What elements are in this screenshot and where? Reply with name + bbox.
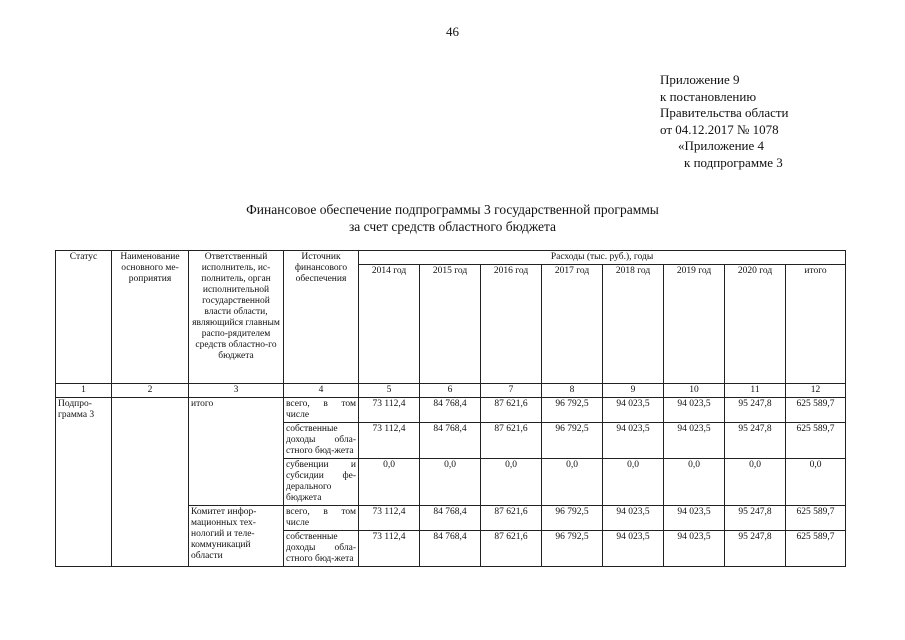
header-status: Статус [56,251,112,384]
value-cell: 0,0 [481,459,542,506]
value-cell: 95 247,8 [725,506,786,531]
column-number: 8 [542,384,603,398]
value-cell: 84 768,4 [420,531,481,567]
value-cell: 0,0 [725,459,786,506]
value-cell: 96 792,5 [542,423,603,459]
value-cell: 96 792,5 [542,531,603,567]
header-executor: Ответственный исполнитель, ис-полнитель, орган исполнительной государственной власти области, являющийся главным распо-рядителем средств областно-го бюджета [189,251,284,384]
value-cell: 95 247,8 [725,423,786,459]
header-source: Источник финансового обеспечения [284,251,359,384]
header-year: 2014 год [359,265,420,384]
title-line: Финансовое обеспечение подпрограммы 3 государственной программы [246,202,659,217]
value-cell: 0,0 [664,459,725,506]
value-cell: 94 023,5 [603,531,664,567]
appendix-line: «Приложение 4 [678,138,765,153]
value-cell: 0,0 [542,459,603,506]
column-number: 3 [189,384,284,398]
column-number: 1 [56,384,112,398]
source-cell: собственные доходы обла-стного бюд-жета [284,423,359,459]
value-cell: 73 112,4 [359,398,420,423]
source-cell: субвенции и субсидии фе-дерального бюджета [284,459,359,506]
value-cell: 96 792,5 [542,506,603,531]
header-year: 2020 год [725,265,786,384]
total-cell: 625 589,7 [786,423,846,459]
column-number: 2 [112,384,189,398]
header-year: 2019 год [664,265,725,384]
header-year: 2017 год [542,265,603,384]
value-cell: 73 112,4 [359,506,420,531]
appendix-line: Правительства области [660,105,789,120]
appendix-line: от 04.12.2017 № 1078 [660,121,779,137]
financing-table [55,250,846,567]
appendix-line: Приложение 9 [660,72,740,87]
value-cell: 94 023,5 [603,506,664,531]
header-year: 2015 год [420,265,481,384]
value-cell: 94 023,5 [664,531,725,567]
total-cell: 625 589,7 [786,506,846,531]
header-measure: Наименование основного ме-роприятия [112,251,189,384]
page-number: 46 [446,24,459,39]
table-row [56,398,846,423]
column-number: 12 [786,384,846,398]
header-expenses: Расходы (тыс. руб.), годы [359,251,846,265]
column-number-row [56,384,846,398]
value-cell: 87 621,6 [481,506,542,531]
value-cell: 84 768,4 [420,398,481,423]
value-cell: 95 247,8 [725,531,786,567]
value-cell: 94 023,5 [603,423,664,459]
column-number: 9 [603,384,664,398]
column-number: 11 [725,384,786,398]
measure-cell [112,398,189,567]
column-number: 6 [420,384,481,398]
document-title [0,201,905,235]
appendix-block [660,72,789,171]
value-cell: 94 023,5 [603,398,664,423]
value-cell: 84 768,4 [420,506,481,531]
value-cell: 87 621,6 [481,531,542,567]
title-line: за счет средств областного бюджета [348,219,557,234]
value-cell: 73 112,4 [359,423,420,459]
column-number: 10 [664,384,725,398]
value-cell: 94 023,5 [664,423,725,459]
value-cell: 84 768,4 [420,423,481,459]
value-cell: 0,0 [420,459,481,506]
status-cell: Подпро-грамма 3 [56,398,112,567]
source-cell: всего, в том числе [284,398,359,423]
value-cell: 87 621,6 [481,423,542,459]
value-cell: 0,0 [603,459,664,506]
column-number: 7 [481,384,542,398]
value-cell: 0,0 [359,459,420,506]
value-cell: 96 792,5 [542,398,603,423]
executor-cell: Комитет инфор-мационных тех-нологий и теле-коммуникаций области [189,506,284,567]
value-cell: 73 112,4 [359,531,420,567]
source-cell: всего, в том числе [284,506,359,531]
header-year: 2018 год [603,265,664,384]
column-number: 5 [359,384,420,398]
column-number: 4 [284,384,359,398]
total-cell: 625 589,7 [786,398,846,423]
total-cell: 625 589,7 [786,531,846,567]
value-cell: 95 247,8 [725,398,786,423]
total-cell: 0,0 [786,459,846,506]
header-total: итого [786,265,846,384]
executor-cell: итого [189,398,284,506]
value-cell: 87 621,6 [481,398,542,423]
appendix-line: к постановлению [660,88,757,104]
value-cell: 94 023,5 [664,398,725,423]
source-cell: собственные доходы обла-стного бюд-жета [284,531,359,567]
header-year: 2016 год [481,265,542,384]
appendix-line: к подпрограмме 3 [684,154,783,170]
value-cell: 94 023,5 [664,506,725,531]
